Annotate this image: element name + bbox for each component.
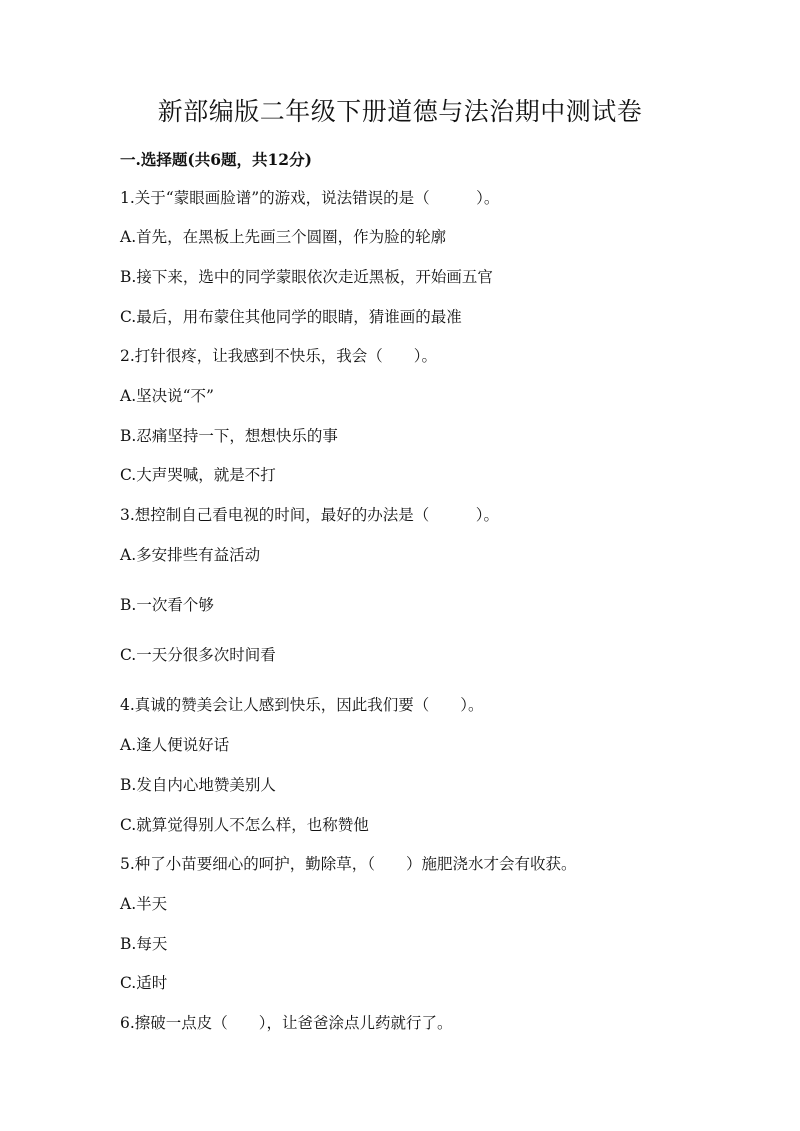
- question-3-option-b: B.一次看个够: [120, 596, 214, 614]
- question-1-stem: 1.关于“蒙眼画脸谱”的游戏，说法错误的是（ ）。: [120, 189, 500, 207]
- question-2-option-c: C.大声哭喊，就是不打: [120, 466, 276, 484]
- question-2-option-b: B.忍痛坚持一下，想想快乐的事: [120, 427, 338, 445]
- question-3-option-c: C.一天分很多次时间看: [120, 646, 276, 664]
- question-1-option-c: C.最后，用布蒙住其他同学的眼睛，猜谁画的最准: [120, 308, 462, 326]
- page-title: 新部编版二年级下册道德与法治期中测试卷: [157, 97, 643, 126]
- question-4-option-a: A.逢人便说好话: [120, 736, 230, 754]
- question-2-option-a: A.坚决说“不”: [120, 387, 214, 405]
- question-1-option-a: A.首先，在黑板上先画三个圆圈，作为脸的轮廓: [120, 228, 447, 246]
- question-2-stem: 2.打针很疼，让我感到不快乐，我会（ ）。: [120, 347, 438, 365]
- question-4-option-b: B.发自内心地赞美别人: [120, 776, 276, 794]
- question-3-option-a: A.多安排些有益活动: [120, 546, 261, 564]
- question-1-option-b: B.接下来，选中的同学蒙眼依次走近黑板，开始画五官: [120, 268, 493, 286]
- question-5-stem: 5.种了小苗要细心的呵护，勤除草，（ ）施肥浇水才会有收获。: [120, 855, 577, 873]
- question-5-option-a: A.半天: [120, 895, 168, 913]
- question-5-option-c: C.适时: [120, 974, 168, 992]
- section-heading: 一.选择题(共6题，共12分): [120, 150, 312, 169]
- question-5-option-b: B.每天: [120, 935, 168, 953]
- question-3-stem: 3.想控制自己看电视的时间，最好的办法是（ ）。: [120, 506, 500, 524]
- question-4-stem: 4.真诚的赞美会让人感到快乐，因此我们要（ ）。: [120, 696, 484, 714]
- question-6-stem: 6.擦破一点皮（ ），让爸爸涂点儿药就行了。: [120, 1014, 453, 1032]
- question-4-option-c: C.就算觉得别人不怎么样，也称赞他: [120, 816, 369, 834]
